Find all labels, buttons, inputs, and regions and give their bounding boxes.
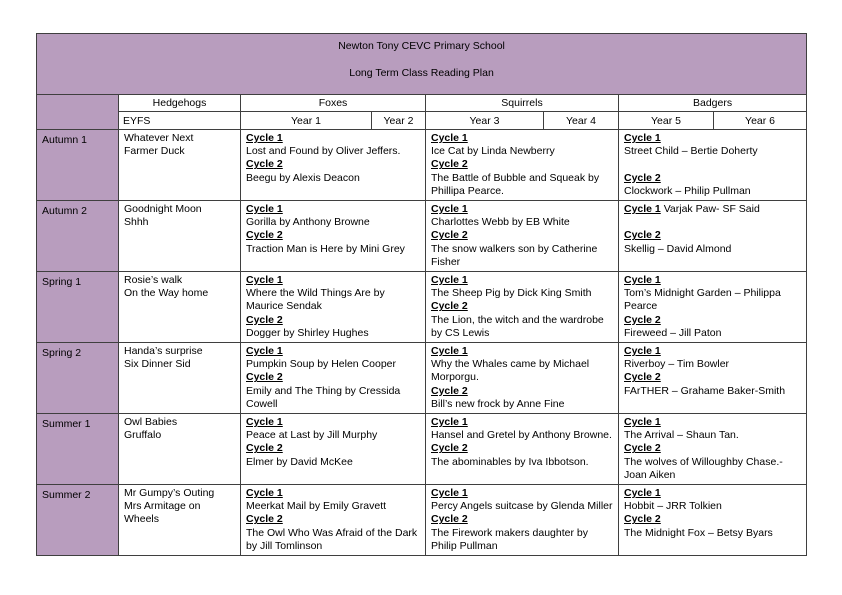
book-paragraph: Tom’s Midnight Garden – Philippa Pearce: [624, 287, 781, 313]
book-paragraph: [624, 216, 803, 229]
cycle-paragraph: [431, 513, 615, 526]
cycle-paragraph: [246, 203, 422, 216]
cycle-paragraph: [431, 132, 615, 145]
cycle-label: Cycle 2: [624, 229, 661, 242]
cycle-label: Cycle 1: [246, 274, 283, 287]
cycle-paragraph: [431, 300, 615, 313]
cycle-paragraph: [431, 203, 615, 216]
cycle-label: Cycle 1: [246, 416, 283, 429]
hedgehogs-cell: [119, 414, 241, 485]
cycle-paragraph: [246, 513, 422, 526]
year-header-year1: Year 1: [241, 112, 372, 130]
badgers-cell: [619, 485, 807, 556]
foxes-cell: [241, 272, 426, 343]
cycle-label: Cycle 1: [431, 274, 468, 287]
class-header-foxes: Foxes: [241, 95, 426, 112]
book-paragraph: Meerkat Mail by Emily Gravett: [246, 500, 387, 513]
book-paragraph: Mrs Armitage on Wheels: [124, 500, 201, 526]
cycle-label: Cycle 2: [624, 313, 661, 326]
book-paragraph: The Midnight Fox – Betsy Byars: [624, 526, 773, 539]
cycle-label: Cycle 2: [431, 442, 468, 455]
reading-plan-document: [36, 33, 807, 556]
cycle-label: Cycle 1: [431, 416, 468, 429]
term-cell: Spring 1: [37, 272, 119, 343]
squirrels-cell: [426, 343, 619, 414]
book-paragraph: Whatever Next: [124, 132, 194, 144]
squirrels-cell: [426, 485, 619, 556]
book-paragraph: The snow walkers son by Catherine Fisher: [431, 242, 598, 268]
cycle-label: Cycle 1: [624, 345, 661, 358]
book-paragraph: Goodnight Moon: [124, 203, 202, 216]
cycle-paragraph: [246, 314, 422, 327]
year-header-year4: Year 4: [544, 112, 619, 130]
squirrels-cell: [426, 414, 619, 485]
cycle-paragraph: [624, 513, 803, 526]
cycle-paragraph: [431, 442, 615, 455]
book-paragraph: Fireweed – Jill Paton: [624, 326, 722, 339]
book-paragraph: Owl Babies: [124, 416, 178, 429]
book-paragraph: Mr Gumpy’s Outing: [124, 487, 215, 500]
cycle-paragraph: [431, 416, 615, 429]
cycle-label: Cycle 2: [624, 513, 661, 526]
book-paragraph: Traction Man is Here by Mini Grey: [246, 242, 405, 255]
cycle-paragraph: [246, 416, 422, 429]
cycle-label: Cycle 1: [624, 487, 661, 500]
cycle-label: Cycle 2: [431, 300, 468, 313]
book-paragraph: Shhh: [124, 216, 149, 229]
cycle-label: Cycle 2: [246, 371, 283, 384]
cycle-label: Cycle 1: [431, 132, 468, 144]
book-paragraph: Dogger by Shirley Hughes: [246, 326, 369, 339]
book-paragraph: Lost and Found by Oliver Jeffers.: [246, 145, 401, 158]
hedgehogs-cell: [119, 201, 241, 272]
class-header-badgers: Badgers: [619, 95, 807, 112]
book-paragraph: Rosie’s walk: [124, 274, 183, 287]
cycle-label: Cycle 2: [246, 158, 283, 171]
book-paragraph: Emily and The Thing by Cressida Cowell: [246, 384, 401, 410]
cycle-label: Cycle 2: [431, 158, 468, 171]
cycle-label: Cycle 1: [624, 274, 661, 287]
cycle-paragraph: [431, 487, 615, 500]
book-paragraph: The abominables by Iva Ibbotson.: [431, 455, 589, 468]
cycle-label: Cycle 2: [246, 442, 283, 455]
plan-row: [37, 201, 807, 272]
book-paragraph: The Battle of Bubble and Squeak by Phillipa Pearce.: [431, 171, 600, 197]
cycle-label: Cycle 2: [246, 229, 283, 242]
book-paragraph: Why the Whales came by Michael Morporgu.: [431, 358, 590, 384]
title-banner: [37, 34, 807, 95]
plan-title: Long Term Class Reading Plan: [349, 67, 494, 79]
cycle-paragraph: [246, 371, 422, 384]
squirrels-cell: [426, 272, 619, 343]
reading-plan-table: [36, 33, 807, 556]
year-header-year6: Year 6: [714, 112, 807, 130]
plan-row: [37, 343, 807, 414]
cycle-paragraph: [624, 132, 803, 145]
cycle-label: Cycle 1: [246, 345, 283, 358]
cycle-paragraph: [246, 229, 422, 242]
book-paragraph: Farmer Duck: [124, 145, 185, 158]
foxes-cell: [241, 201, 426, 272]
cycle-label: Cycle 1: [431, 345, 468, 358]
book-paragraph: The Arrival – Shaun Tan.: [624, 429, 739, 442]
year-header-eyfs: EYFS: [119, 112, 241, 130]
cycle-label: Cycle 1: [624, 416, 661, 429]
hedgehogs-cell: [119, 130, 241, 201]
cycle-paragraph: [624, 172, 803, 185]
title-banner-row: [37, 34, 807, 95]
book-paragraph: Where the Wild Things Are by Maurice Sendak: [246, 287, 385, 313]
plan-row: [37, 485, 807, 556]
cycle-paragraph: [624, 345, 803, 358]
book-paragraph: Charlottes Webb by EB White: [431, 216, 570, 229]
cycle-label: Cycle 2: [431, 229, 468, 242]
book-paragraph: Elmer by David McKee: [246, 455, 353, 468]
year-header-row: [37, 112, 807, 130]
year-header-year2: Year 2: [372, 112, 426, 130]
cycle-label: Cycle 2: [246, 513, 283, 526]
book-paragraph: The wolves of Willoughby Chase.-Joan Aiken: [624, 455, 783, 481]
plan-row: [37, 414, 807, 485]
book-paragraph: Percy Angels suitcase by Glenda Miller: [431, 500, 613, 513]
cycle-paragraph: [246, 487, 422, 500]
cycle-label: Cycle 1: [246, 132, 283, 144]
year-header-year5: Year 5: [619, 112, 714, 130]
cycle-paragraph: [246, 345, 422, 358]
book-paragraph: [624, 158, 803, 171]
badgers-cell: [619, 343, 807, 414]
squirrels-cell: [426, 201, 619, 272]
book-paragraph: Beegu by Alexis Deacon: [246, 171, 360, 184]
book-paragraph: FArTHER – Grahame Baker-Smith: [624, 384, 786, 397]
term-cell: Summer 2: [37, 485, 119, 556]
cycle-paragraph: [246, 158, 422, 171]
book-paragraph: Gruffalo: [124, 429, 162, 442]
book-paragraph: The Sheep Pig by Dick King Smith: [431, 287, 592, 300]
cycle-paragraph: [431, 345, 615, 358]
cycle-paragraph: [246, 274, 422, 287]
book-paragraph: Hobbit – JRR Tolkien: [624, 500, 722, 513]
cycle-paragraph: [431, 229, 615, 242]
year-header-year3: Year 3: [426, 112, 544, 130]
term-cell: Spring 2: [37, 343, 119, 414]
cycle-label: Cycle 2: [624, 442, 661, 455]
term-column-corner-cell: [37, 95, 119, 130]
book-paragraph: Six Dinner Sid: [124, 358, 191, 371]
book-paragraph: Handa’s surprise: [124, 345, 203, 358]
book-paragraph: On the Way home: [124, 287, 209, 300]
foxes-cell: [241, 130, 426, 201]
term-cell: Autumn 2: [37, 201, 119, 272]
foxes-cell: [241, 485, 426, 556]
badgers-cell: [619, 414, 807, 485]
cycle-label: Cycle 2: [431, 513, 468, 526]
cycle-paragraph: [624, 371, 803, 384]
hedgehogs-cell: [119, 343, 241, 414]
cycle-label: Cycle 1: [246, 203, 283, 216]
cycle-paragraph: [624, 416, 803, 429]
cycle-label: Cycle 1: [246, 487, 283, 500]
hedgehogs-cell: [119, 485, 241, 556]
book-paragraph: The Firework makers daughter by Philip Pullman: [431, 526, 588, 552]
cycle-paragraph: [431, 274, 615, 287]
cycle-paragraph: Cycle 1 Varjak Paw- SF Said: [624, 203, 760, 216]
cycle-label: Cycle 1: [624, 203, 661, 216]
cycle-paragraph: [431, 385, 615, 398]
cycle-paragraph: [246, 132, 422, 145]
cycle-label: Cycle 1: [431, 203, 468, 216]
class-header-row: [37, 95, 807, 112]
school-name: Newton Tony CEVC Primary School: [338, 40, 505, 52]
term-cell: Summer 1: [37, 414, 119, 485]
cycle-label: Cycle 1: [624, 132, 661, 144]
cycle-paragraph: [624, 442, 803, 455]
plan-row: [37, 272, 807, 343]
cycle-label: Cycle 2: [624, 371, 661, 384]
book-paragraph: Riverboy – Tim Bowler: [624, 358, 730, 371]
book-paragraph: Hansel and Gretel by Anthony Browne.: [431, 429, 612, 442]
book-paragraph: Bill’s new frock by Anne Fine: [431, 397, 565, 410]
hedgehogs-cell: [119, 272, 241, 343]
class-header-hedgehogs: Hedgehogs: [119, 95, 241, 112]
cycle-label: Cycle 2: [246, 313, 283, 326]
book-paragraph: The Lion, the witch and the wardrobe by CS Lewis: [431, 313, 604, 339]
cycle-paragraph: [624, 274, 803, 287]
squirrels-cell: [426, 130, 619, 201]
cycle-paragraph: [624, 487, 803, 500]
cycle-paragraph: [624, 229, 803, 242]
book-paragraph: Peace at Last by Jill Murphy: [246, 429, 378, 442]
book-paragraph: Ice Cat by Linda Newberry: [431, 145, 555, 158]
cycle-label: Cycle 2: [431, 384, 468, 397]
badgers-cell: [619, 130, 807, 201]
cycle-label: Cycle 1: [431, 487, 468, 500]
term-cell: Autumn 1: [37, 130, 119, 201]
class-header-squirrels: Squirrels: [426, 95, 619, 112]
book-paragraph: Clockwork – Philip Pullman: [624, 184, 751, 197]
book-paragraph: Pumpkin Soup by Helen Cooper: [246, 358, 397, 371]
foxes-cell: [241, 414, 426, 485]
cycle-paragraph: [431, 158, 615, 171]
cycle-label: Cycle 2: [624, 171, 661, 184]
foxes-cell: [241, 343, 426, 414]
plan-row: [37, 130, 807, 201]
cycle-paragraph: [624, 314, 803, 327]
badgers-cell: [619, 201, 807, 272]
book-paragraph: The Owl Who Was Afraid of the Dark by Jill Tomlinson: [246, 526, 418, 552]
book-paragraph: Street Child – Bertie Doherty: [624, 145, 758, 158]
book-paragraph: Skellig – David Almond: [624, 242, 732, 255]
book-paragraph: Gorilla by Anthony Browne: [246, 216, 370, 229]
cycle-paragraph: [246, 442, 422, 455]
badgers-cell: [619, 272, 807, 343]
